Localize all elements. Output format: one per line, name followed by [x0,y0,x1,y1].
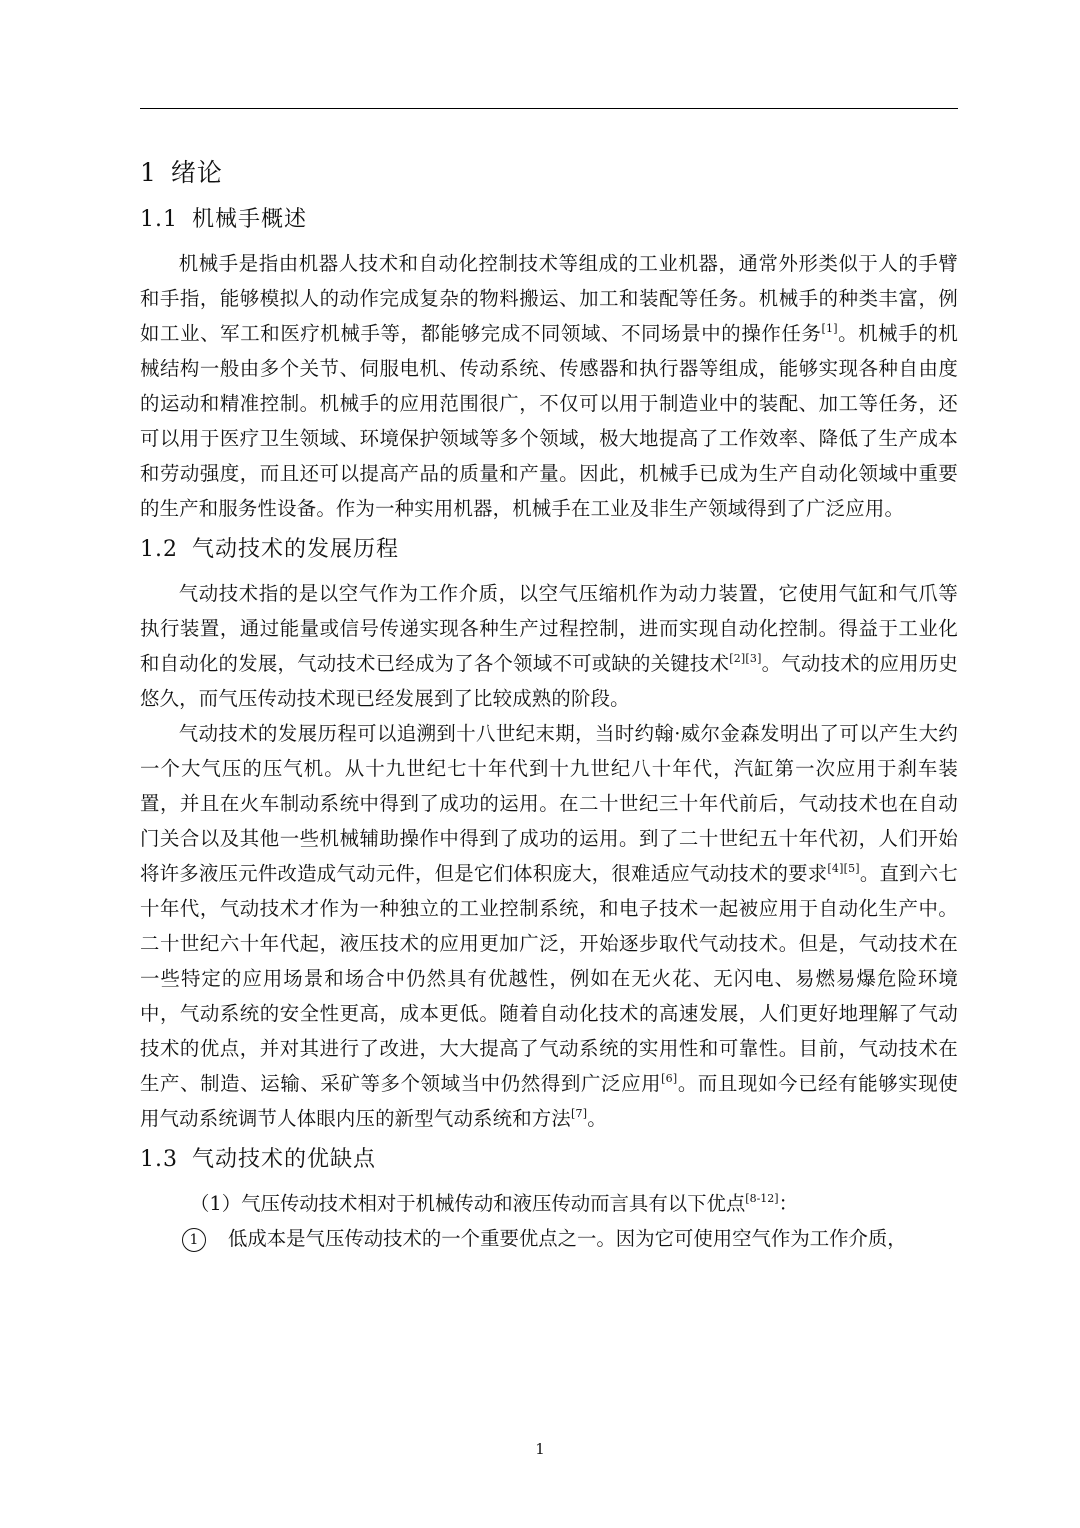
section-heading-1-3 [140,1140,958,1180]
page-number: 1 [535,1440,545,1458]
list-intro-colon: ： [778,1192,798,1215]
paragraph-text: 气动技术的发展历程可以追溯到十八世纪末期，当时约翰·威尔金森发明出了可以产生大约一个大气压的压气机。从十九世纪七十年代到十九世纪八十年代，汽缸第一次应用于刹车装置，并且在火车制动系统中得到了成功的运用。在二十世纪三十年代前后，气动技术也在自动门关合以及其他一些机械辅助操作中得到了成功的运用。到了二十世纪五十年代初，人们开始将许多液压元件改造成气动元件，但是它们体积庞大，很难适应气动技术的要求 [140,722,958,885]
paragraph-text: 。气动技术的应用历史悠久，而气压传动技术现已经发展到了比较成熟的阶段。 [140,652,958,710]
paragraph-text: 。直到六七十年代，气动技术才作为一种独立的工业控制系统，和电子技术一起被应用于自动化生产中。二十世纪六十年代起，液压技术的应用更加广泛，开始逐步取代气动技术。但是，气动技术在一些特定的应用场景和场合中仍然具有优越性，例如在无火花、无闪电、易燃易爆危险环境中，气动系统的安全性更高，成本更低。随着自动化技术的高速发展，人们更好地理解了气动技术的优点，并对其进行了改进，大大提高了气动系统的实用性和可靠性。目前，气动技术在生产、制造、运输、采矿等多个领域当中仍然得到广泛应用 [140,862,959,1095]
section-heading-1-2 [140,530,958,570]
page-content [140,150,958,1256]
citation: [2][3] [729,652,762,665]
chapter-title: 绪论 [170,158,223,187]
section-number: 1.2 [140,537,178,562]
section-title: 机械手概述 [192,207,308,232]
list-item-text: 低成本是气压传动技术的一个重要优点之一。因为它可使用空气作为工作介质， [228,1227,907,1250]
citation: [8-12] [745,1192,779,1205]
chapter-heading [140,150,958,196]
circled-number-marker: 1 [182,1228,206,1252]
paragraph-text: 。机械手的机械结构一般由多个关节、伺服电机、传动系统、传感器和执行器等组成，能够实现各种自由度的运动和精准控制。机械手的应用范围很广，不仅可以用于制造业中的装配、加工等任务，还可以用于医疗卫生领域、环境保护领域等多个领域，极大地提高了工作效率、降低了生产成本和劳动强度，而且还可以提高产品的质量和产量。因此，机械手已成为生产自动化领域中重要的生产和服务性设备。作为一种实用机器，机械手在工业及非生产领域得到了广泛应用。 [140,322,958,520]
paragraph [140,716,958,1136]
paragraph [140,246,958,526]
list-intro [140,1186,958,1221]
section-title: 气动技术的发展历程 [192,537,400,562]
list-item [140,1221,958,1256]
section-title: 气动技术的优缺点 [192,1147,377,1172]
header-rule [140,108,958,109]
paragraph [140,576,958,716]
citation: [4][5] [827,862,860,875]
paragraph-text: 机械手是指由机器人技术和自动化控制技术等组成的工业机器，通常外形类似于人的手臂和手指，能够模拟人的动作完成复杂的物料搬运、加工和装配等任务。机械手的种类丰富，例如工业、军工和医疗机械手等，都能够完成不同领域、不同场景中的操作任务 [140,252,958,345]
citation: [7] [571,1107,588,1120]
paragraph-text: 。而且现如今已经有能够实现使用气动系统调节人体眼内压的新型气动系统和方法 [140,1072,958,1130]
citation: [6] [661,1072,678,1085]
paragraph-text: 气动技术指的是以空气作为工作介质，以空气压缩机作为动力装置，它使用气缸和气爪等执行装置，通过能量或信号传递实现各种生产过程控制，进而实现自动化控制。得益于工业化和自动化的发展，气动技术已经成为了各个领域不可或缺的关键技术 [140,582,958,675]
section-heading-1-1 [140,200,958,240]
section-number: 1.1 [140,207,178,232]
list-intro-text: （1）气压传动技术相对于机械传动和液压传动而言具有以下优点 [190,1192,746,1215]
section-number: 1.3 [140,1147,178,1172]
chapter-number: 1 [140,158,157,187]
citation: [1] [821,322,838,335]
paragraph-text: 。 [587,1107,607,1130]
